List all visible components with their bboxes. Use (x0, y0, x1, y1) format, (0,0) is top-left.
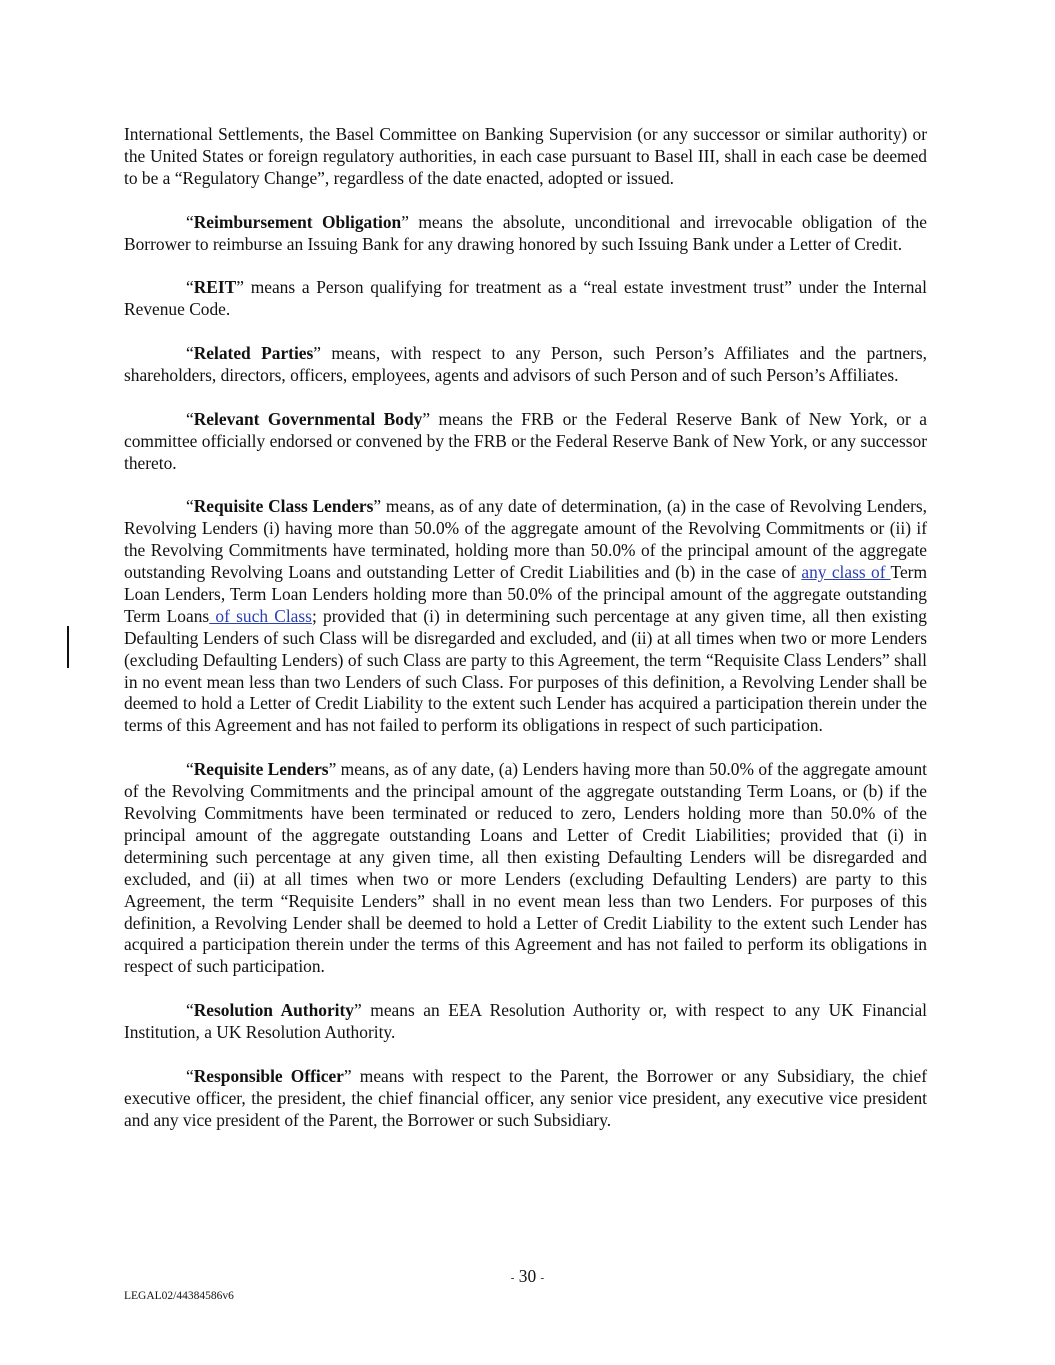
page-number-dash: - (540, 1272, 545, 1284)
definition-text: ” means with respect to the Parent, the Borrower or any Subsidiary, the chief executive officer, the president, the chief financial officer, any senior vice president, any executive vice president and any vice president of the Parent, the Borrower or such Subsidiary. (124, 1065, 927, 1130)
definition-related-parties (124, 343, 927, 387)
open-quote: “ (186, 759, 194, 780)
tracked-insertion: of such Class (209, 605, 312, 626)
definition-text: ” means, as of any date, (a) Lenders having more than 50.0% of the aggregate amount of the Revolving Commitments and the principal amount of the aggregate outstanding Term Loans, or (b) if the Revolving Commitments have been terminated or reduced to zero, Lenders holding more than 50.0% of the principal amount of the aggregate outstanding Loans and Letter of Credit Liabilities; provided that (i) in determining such percentage at any given time, all then existing Defaulting Lenders will be disregarded and excluded, and (ii) at all times when two or more Lenders (excluding Defaulting Lenders) are party to this Agreement, the term “Requisite Lenders” shall in no event mean less than two Lenders. For purposes of this definition, a Revolving Lender shall be deemed to hold a Letter of Credit Liability to the extent such Lender has acquired a participation therein under the terms of this Agreement and has not failed to perform its obligations in respect of such participation. (124, 759, 927, 977)
open-quote: “ (186, 496, 194, 517)
definition-requisite-class-lenders (124, 496, 927, 737)
defined-term: REIT (193, 277, 237, 298)
defined-term: Reimbursement Obligation (193, 211, 402, 232)
open-quote: “ (186, 343, 194, 364)
open-quote: “ (186, 408, 194, 429)
page-body (124, 124, 927, 1153)
definition-text: ” means the absolute, unconditional and irrevocable obligation of the Borrower to reimburse an Issuing Bank for any drawing honored by such Issuing Bank under a Letter of Credit. (124, 211, 928, 254)
page-number-dash: - (510, 1272, 515, 1284)
defined-term: Requisite Class Lenders (193, 496, 374, 517)
defined-term: Requisite Lenders (193, 759, 329, 780)
open-quote: “ (186, 1065, 194, 1086)
document-id: LEGAL02/44384586v6 (124, 1290, 234, 1302)
open-quote: “ (186, 211, 194, 232)
definition-text: ” means, with respect to any Person, such Person’s Affiliates and the partners, shareholders, directors, officers, employees, agents and advisors of such Person and of such Person’s Affiliates. (124, 343, 927, 385)
open-quote: “ (186, 277, 194, 298)
definition-text: ; provided that (i) in determining such percentage at any given time, all then existing Defaulting Lenders of such Class will be disregarded and excluded, and (ii) at all times when two or more Lenders (excluding Defaulting Lenders) of such Class are party to this Agreement, the term “Requisite Class Lenders” shall in no event mean less than two Lenders of such Class. For purposes of this definition, a Revolving Lender shall be deemed to hold a Letter of Credit Liability to the extent such Lender has acquired a participation therein under the terms of this Agreement and has not failed to perform its obligations in respect of such participation. (124, 605, 928, 736)
revision-change-bar (67, 626, 69, 668)
defined-term: Related Parties (193, 343, 314, 364)
page-number-value: 30 (518, 1266, 537, 1286)
open-quote: “ (186, 1000, 194, 1021)
definition-text: ” means an EEA Resolution Authority or, with respect to any UK Financial Institution, a UK Resolution Authority. (124, 1000, 927, 1043)
defined-term: Responsible Officer (193, 1065, 344, 1086)
definition-text: ” means a Person qualifying for treatment as a “real estate investment trust” under the Internal Revenue Code. (124, 277, 927, 320)
definition-reit (124, 277, 927, 321)
definition-requisite-lenders (124, 759, 927, 978)
definition-text: ” means the FRB or the Federal Reserve Bank of New York, or a committee officially endorsed or convened by the FRB or the Federal Reserve Bank of New York, or any successor thereto. (124, 408, 927, 473)
definition-reimbursement-obligation (124, 212, 927, 256)
continuation-paragraph: International Settlements, the Basel Committee on Banking Supervision (or any successor or similar authority) or the United States or foreign regulatory authorities, in each case pursuant to Basel III, shall in each case be deemed to be a “Regulatory Change”, regardless of the date enacted, adopted or issued. (124, 124, 927, 188)
definition-relevant-governmental-body (124, 409, 927, 475)
tracked-insertion: any class of (801, 562, 891, 583)
defined-term: Relevant Governmental Body (193, 408, 423, 429)
definition-responsible-officer (124, 1066, 927, 1132)
page-number (0, 1266, 1055, 1287)
definition-text: ” means, as of any date of determination, (a) in the case of Revolving Lenders, Revolving Lenders (i) having more than 50.0% of the aggregate amount of the Revolving Commitments or (ii) if the Revolving Commitments have terminated, holding more than 50.0% of the principal amount of the aggregate outstanding Revolving Loans and outstanding Letter of Credit Liabilities and (b) in the case of (124, 496, 927, 583)
defined-term: Resolution Authority (193, 1000, 355, 1021)
definition-text: Term Loan Lenders, Term Loan Lenders holding more than 50.0% of the principal amount of the aggregate outstanding Term Loans (124, 562, 927, 626)
definition-resolution-authority (124, 1000, 927, 1044)
